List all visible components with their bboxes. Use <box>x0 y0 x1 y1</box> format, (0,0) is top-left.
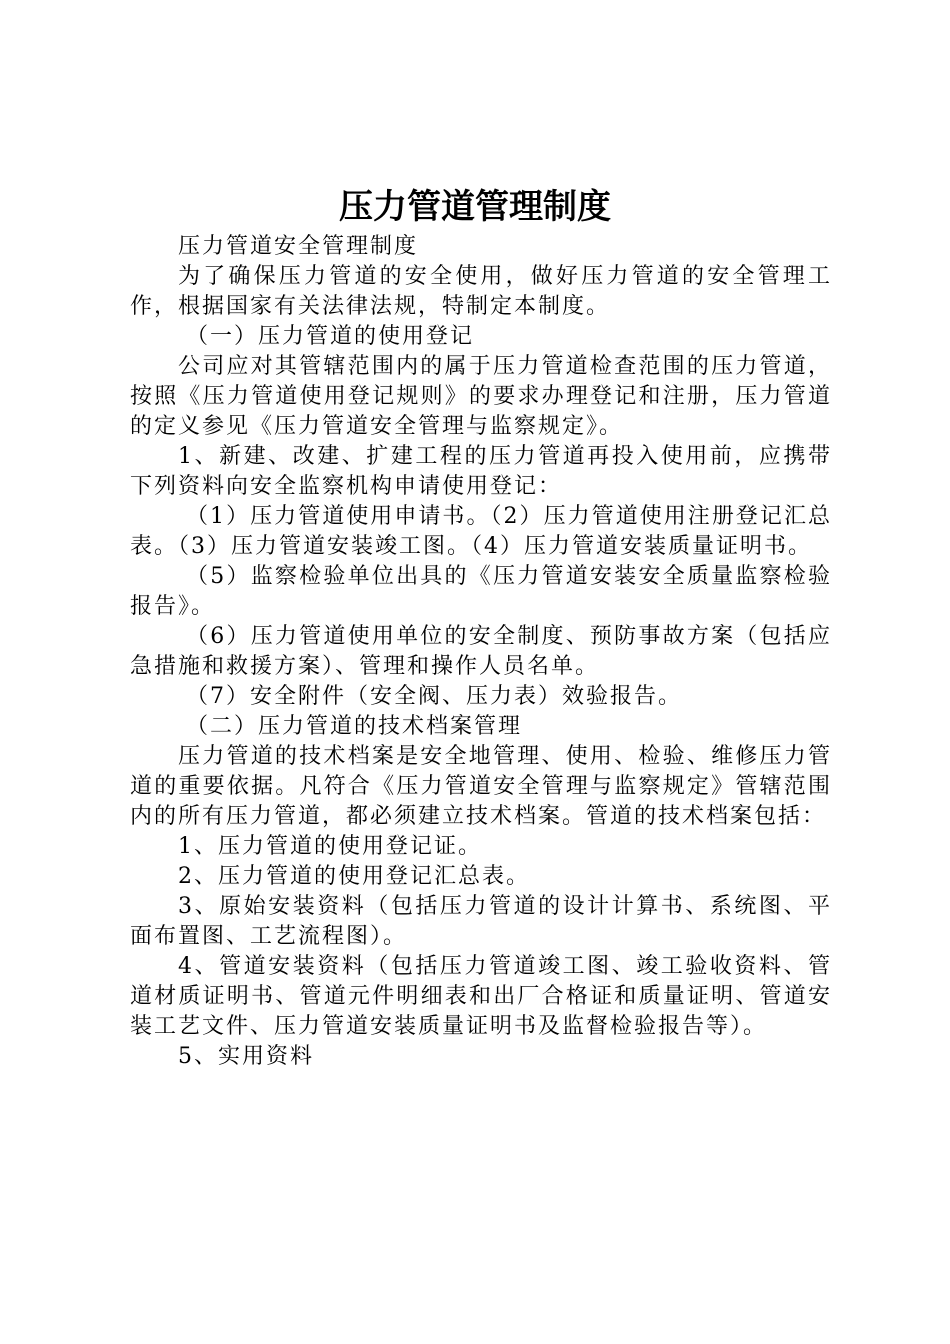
list-item-registration-1: 1、新建、改建、扩建工程的压力管道再投入使用前，应携带下列资料向安全监察机构申请使用登记： <box>130 444 832 499</box>
list-item-archive-3: 3、原始安装资料（包括压力管道的设计计算书、系统图、平面布置图、工艺流程图）。 <box>130 894 832 949</box>
section-heading-archives: （二）压力管道的技术档案管理 <box>186 714 523 739</box>
list-item-archive-4: 4、管道安装资料（包括压力管道竣工图、竣工验收资料、管道材质证明书、管道元件明细表和出厂合格证和质量证明、管道安装工艺文件、压力管道安装质量证明书及监督检验报告等）。 <box>130 954 832 1039</box>
list-item-materials-5: （5）监察检验单位出具的《压力管道安装安全质量监察检验报告》。 <box>130 564 832 619</box>
list-item-archive-5: 5、实用资料 <box>178 1044 314 1069</box>
document-body <box>130 232 832 1072</box>
list-item-materials-7: （7）安全附件（安全阀、压力表）效验报告。 <box>186 684 682 709</box>
paragraph-purpose: 为了确保压力管道的安全使用，做好压力管道的安全管理工作，根据国家有关法律法规，特制定本制度。 <box>130 264 832 319</box>
list-item-archive-1: 1、压力管道的使用登记证。 <box>178 834 482 859</box>
paragraph-subtitle: 压力管道安全管理制度 <box>178 234 419 259</box>
list-item-materials-1-4: （1）压力管道使用申请书。（2）压力管道使用注册登记汇总表。（3）压力管道安装竣工图。（4）压力管道安装质量证明书。 <box>130 504 832 559</box>
paragraph-registration: 公司应对其管辖范围内的属于压力管道检查范围的压力管道，按照《压力管道使用登记规则》的要求办理登记和注册，压力管道的定义参见《压力管道安全管理与监察规定》。 <box>130 354 832 439</box>
section-heading-registration: （一）压力管道的使用登记 <box>186 324 475 349</box>
list-item-materials-6: （6）压力管道使用单位的安全制度、预防事故方案（包括应急措施和救援方案）、管理和操作人员名单。 <box>130 624 832 679</box>
list-item-archive-2: 2、压力管道的使用登记汇总表。 <box>178 864 530 889</box>
document-title: 压力管道管理制度 <box>339 187 611 227</box>
paragraph-archives: 压力管道的技术档案是安全地管理、使用、检验、维修压力管道的重要依据。凡符合《压力管道安全管理与监察规定》管辖范围内的所有压力管道，都必须建立技术档案。管道的技术档案包括： <box>130 744 832 829</box>
